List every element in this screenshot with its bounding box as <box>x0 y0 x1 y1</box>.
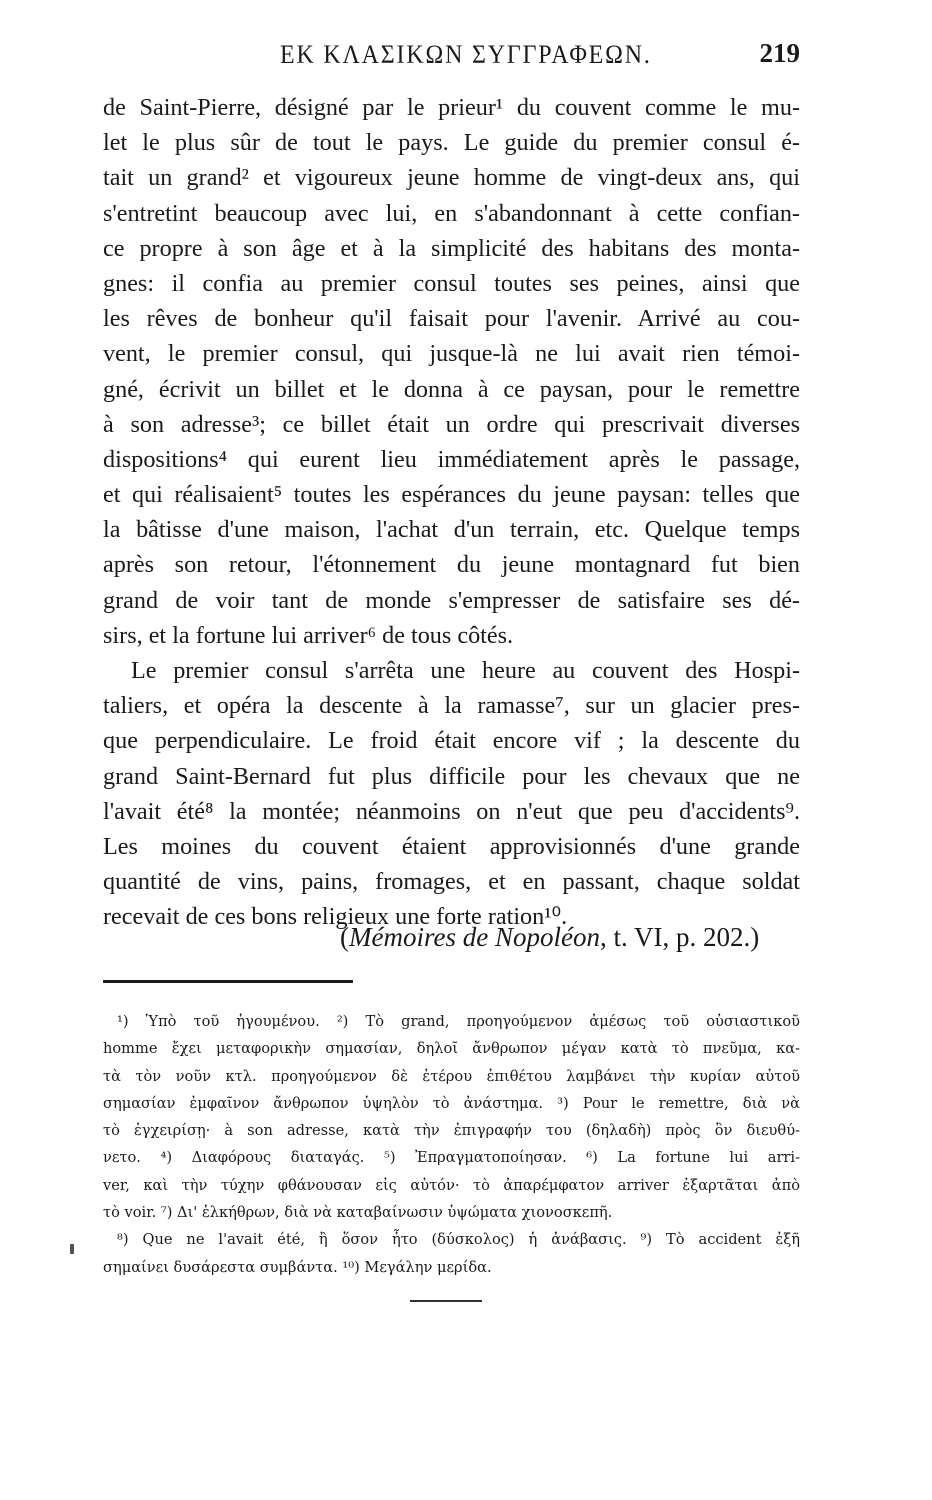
text-line: gné, écrivit un billet et le donna à ce paysan, pour le remettre <box>103 375 800 403</box>
text-line: vent, le premier consul, qui jusque-là ne lui avait rien témoi- <box>103 340 800 368</box>
footnote-divider <box>103 980 353 983</box>
text-line: let le plus sûr de tout le pays. Le guide du premier consul é- <box>103 129 800 157</box>
footnote-line: νετο. ⁴) Διαφόρους διαταγάς. ⁵) Ἐπραγματοποίησαν. ⁶) La fortune lui arri- <box>103 1149 800 1167</box>
footnote-line: τὰ τὸν νοῦν κτλ. προηγούμενον δὲ ἑτέρου ἐπιθέτου λαμβάνει τὴν κυρίαν αὐτοῦ <box>103 1067 800 1085</box>
citation-work: Mémoires de Nopoléon <box>349 922 600 952</box>
text-line: grand de voir tant de monde s'empresser de satisfaire ses dé- <box>103 586 800 614</box>
citation-details: , t. VI, p. 202.) <box>599 922 760 952</box>
running-title: ΕΚ ΚΛΑΣΙΚΩΝ ΣΥΓΓΡΑΦΕΩΝ. <box>280 40 652 69</box>
text-line: taliers, et opéra la descente à la ramasse⁷, sur un glacier pres- <box>103 692 800 720</box>
footnote-line: τὸ voir. ⁷) Δι' ἑλκήθρων, διὰ νὰ καταβαίνωσιν ὑψώματα χιονοσκεπῆ. <box>103 1204 613 1222</box>
footnote-line: homme ἔχει μεταφορικὴν σημασίαν, δηλοῖ ἄνθρωπον μέγαν κατὰ τὸ πνεῦμα, κα- <box>103 1040 800 1058</box>
citation-open: ( <box>340 922 349 952</box>
text-line: de Saint-Pierre, désigné par le prieur¹ du couvent comme le mu- <box>103 94 800 121</box>
text-line: Le premier consul s'arrêta une heure au couvent des Hospi- <box>131 657 800 684</box>
text-line: quantité de vins, pains, fromages, et en passant, chaque soldat <box>103 868 800 896</box>
text-line: l'avait été⁸ la montée; néanmoins on n'eut que peu d'accidents⁹. <box>103 797 800 825</box>
text-line: après son retour, l'étonnement du jeune montagnard fut bien <box>103 551 800 579</box>
printer-mark <box>410 1300 482 1302</box>
text-line: Les moines du couvent étaient approvisionnés d'une grande <box>103 832 800 860</box>
footnotes <box>103 1008 800 1281</box>
text-line: gnes: il confia au premier consul toutes ses peines, ainsi que <box>103 269 800 297</box>
source-citation <box>340 922 759 953</box>
text-line: ce propre à son âge et à la simplicité des habitans des monta- <box>103 234 800 262</box>
text-line: grand Saint-Bernard fut plus difficile pour les chevaux que ne <box>103 762 800 790</box>
main-text <box>103 90 800 935</box>
text-line: les rêves de bonheur qu'il faisait pour l'avenir. Arrivé au cou- <box>103 305 800 333</box>
page-number: 219 <box>759 38 800 68</box>
text-line: sirs, et la fortune lui arriver⁶ de tous côtés. <box>103 621 514 649</box>
footnote-line: σημασίαν ἐμφαῖνον ἄνθρωπον ὑψηλὸν τὸ ἀνάστημα. ³) Pour le remettre, διὰ νὰ <box>103 1094 800 1112</box>
footnote-line: ¹) Ὑπὸ τοῦ ἡγουμένου. ²) Τὸ grand, προηγούμενον ἀμέσως τοῦ οὐσιαστικοῦ <box>117 1013 800 1030</box>
text-line: à son adresse³; ce billet était un ordre qui prescrivait diverses <box>103 410 800 438</box>
text-line: la bâtisse d'une maison, l'achat d'un terrain, etc. Quelque temps <box>103 516 800 544</box>
running-header <box>100 40 800 80</box>
footnote-line: τὸ ἐγχειρίσῃ· à son adresse, κατὰ τὴν ἐπιγραφήν του (δηλαδὴ) πρὸς ὃν διευθύ- <box>103 1122 800 1140</box>
text-line: dispositions⁴ qui eurent lieu immédiatement après le passage, <box>103 445 800 473</box>
footnote-line: ver, καὶ τὴν τύχην φθάνουσαν εἰς αὐτόν· τὸ ἀπαρέμφατον arriver ἐξαρτᾶται ἀπὸ <box>103 1176 800 1194</box>
footnote-line: σημαίνει δυσάρεστα συμβάντα. ¹⁰) Μεγάλην μερίδα. <box>103 1258 492 1276</box>
text-line: et qui réalisaient⁵ toutes les espérances du jeune paysan: telles que <box>103 481 800 509</box>
text-line: tait un grand² et vigoureux jeune homme de vingt-deux ans, qui <box>103 164 800 192</box>
footnote-line: ⁸) Que ne l'avait été, ἢ ὅσον ἦτο (δύσκολος) ἡ ἀνάβασις. ⁹) Τὸ accident ἐξῆ <box>117 1231 800 1249</box>
margin-mark <box>70 1244 74 1254</box>
text-line: recevait de ces bons religieux une forte ration¹⁰. <box>103 903 568 931</box>
text-line: s'entretint beaucoup avec lui, en s'abandonnant à cette confian- <box>103 199 800 227</box>
text-line: que perpendiculaire. Le froid était encore vif ; la descente du <box>103 727 800 755</box>
